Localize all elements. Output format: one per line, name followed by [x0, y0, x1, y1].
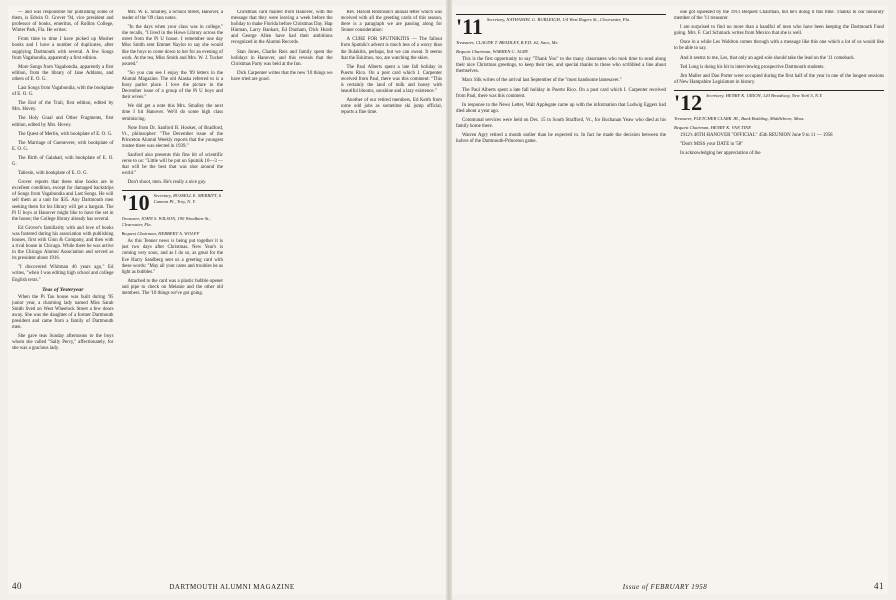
left-column-1: [12, 10, 114, 574]
paragraph: "In the days when your class was in college," she recalls, "I lived in the Howe Library across the street from the Pi U house. I remember one day Miss Smith sent Emmet Naylor to say she would like the boys to come down to her for an evening of work. At the tea, Miss Smith and Mrs. W. J. Tucker poured.": [121, 25, 223, 67]
paragraph: one got squeezed by the 1911 Bequest Chairman, but he's doing it this time. Thanks to our honorary member of the '11 treasurer.: [674, 10, 884, 22]
class-1910-header: [121, 190, 224, 216]
paragraph: Note from Dr. Sanford B. Hooker, of Bradford, Vt., philosopher: "The December issue of the Princeton Alumni Weekly reports that the youngest trustee there was elected in 1939.": [121, 125, 223, 149]
paragraph: From time to time I have picked up Mosher books and I have a number of duplicates, after supplying Dartmouth with several. A few Songs from Vagabondia, apparently a first edition.: [12, 37, 114, 61]
class-treasurer: Treasurer, CLAUDE T. BRADLEY, R.F.D. #2, Saco, Me.: [456, 40, 559, 45]
paragraph: She gave teas Sunday afternoons to the boys whom she called "Sally Percy," affectionately, for she was a gracious lady.: [12, 334, 114, 352]
paragraph: As this Tenner news is being put together it is just two days after Christmas. New Year's is coming very soon, and as I do so, as great for the Eve Harry Sandberg sent us a greeting card with these words: "May all your cares and troubles be as light as bubbles.": [121, 239, 223, 275]
right-column-2: [674, 10, 884, 574]
left-column-2: [122, 10, 224, 574]
class-bequest-chairman: Bequest Chairman, HERBERT A. WOLFF: [121, 230, 200, 236]
paragraph: Dick Carpenter writes that the new '10 things we have tried are good.: [231, 70, 333, 82]
class-bequest-chairman: Bequest Chairman, WARREN C. AGRY: [456, 48, 529, 54]
paragraph: The Marriage of Guenevere, with bookplate of E. O. G.: [12, 140, 114, 152]
paragraph: Marx Silk writes of the arrival last September of the "most handsome lamesaver.": [462, 78, 622, 84]
paragraph: "I discovered Whitman 46 years ago," Ed writes, "when I was editing high school and college English texts.": [12, 265, 114, 283]
class-secretary: Secretary, RUSSELL E. MERRITT, 6 Cannon Pl., Troy, N. Y.: [153, 193, 222, 205]
class-treasurer: Treasurer, JOHN S. WILSON, 190 Woodbine St., Clearwater, Fla.: [121, 216, 211, 228]
page-number: 41: [874, 581, 884, 591]
right-column-1: [456, 10, 666, 574]
class-year: '11: [456, 14, 483, 39]
paragraph: The Holy Graal and Other Fragments, first edition, edited by Mrs. Hovey.: [12, 116, 114, 128]
paragraph: — and was responsible for publishing some of them, is Edwin O. Grover '94, vice president and professor of books, emeritus, of Rollins College, Winter Park, Fla. He writes:: [12, 10, 114, 34]
right-footer: [456, 581, 884, 591]
paragraph: Don't shoot, men. He's really a nice guy.: [127, 180, 207, 186]
paragraph: This is the first opportunity to say "Thank You" to the many classmates who took time to send along their nice Christmas greetings, to keep their ties, and special thanks to those who scribbled a line about themselves.: [456, 57, 666, 75]
class-1912-header: [674, 90, 884, 113]
paragraph: Christmas card mailed from Hanover, with the message that they were leaving a week before the holiday to make Florida before Christmas Day. Hap Hinman, Larry Bankart, Ed Dunham, Dick Hursh and George Allen have had their ambitions recognized in the Alumni Records.: [231, 10, 333, 46]
left-column-3: [231, 10, 333, 574]
class-secretary: Secretary, NATHANIEL G. BURLEIGH, 1/4 West Rogers St., Clearwater, Fla.: [486, 17, 631, 22]
class-treasurer: Treasurer, FLETCHER CLARK JR., Bank Building, Middleboro, Mass.: [674, 115, 805, 121]
left-column-4: [341, 10, 443, 574]
left-footer: [12, 581, 442, 591]
paragraph: "So you can see I enjoy the '09 letters in the Alumni Magazine. The old Alaska referred to is a fussy parlor place. I love the picture in the December issue of a group of the Pi U boys and their wives.": [121, 70, 223, 101]
paragraph: Sanford also presents this fine bit of scientific verse to us: "Little will be put on Sputnik 10—3 — that will be the best that was shot around the world.": [121, 152, 223, 177]
paragraph: The Paul Alberts spent a late fall holiday in Puerto Rico. On a post card which I. Carpenter received from Paul, there was this comment: "This is certainly the land of milk and honey with beautiful blooms, sunshine and a lazy existence.": [340, 64, 442, 95]
paragraph: Attached to the card was a plastic bubble opener and pipe to check on Melanie and the other old members. The '10 things we've got going.: [121, 278, 223, 296]
paragraph: Jim Maller and Dan Porter were occupied during the first half of the year in one of the longest sessions of New Hampshire Legislature in history.: [674, 73, 884, 85]
paragraph: Rev. Harold Robinson's annual letter which was received with all the greeting cards of this season, there is a paragraph we are passing along for Tenner consideration:: [340, 10, 442, 34]
page-number: 40: [12, 581, 22, 591]
left-page: [8, 6, 446, 594]
paragraph: The Quest of Merlin, with bookplate of E. O. G.: [18, 131, 113, 137]
paragraph: The Birth of Galahad, with bookplate of E. O. G.: [12, 155, 114, 167]
paragraph: Mrs. W. E. Smalley, a School Street, Hanover, a reader of the '09 class notes.: [121, 10, 223, 22]
paragraph: Warren Agry retired a month earlier than he expected to. In fact he made the decision between the halves of the Dartmouth-Princeton game.: [456, 133, 666, 145]
paragraph: A CURE FOR SPUTNIKITIS — The fallout from Sputnik's advent is much less of a worry than the Ilulakitis, perhaps, but we can sweat. It seems that the Eskimos, too, are watching the skies.: [340, 37, 442, 61]
paragraph: Grover reports that these nine books are in excellent condition, except for damaged backstrips of Songs from Vagabondia and Last Songs. He will sell them as a unit for $35. Any Dartmouth men seeking them for his library will get a bargain. The Pi U boys at Hanover might like to have the set in the house; the College library already has several.: [12, 180, 114, 222]
paragraph: "Don't MISS your DATE in '58": [680, 142, 744, 148]
paragraph: When the Pi Tau house was built during '95 junior year, a charming lady named Miss Sarah Smith lived on West Wheelock Street a few doors away. She was the daughter of a former Dartmouth president and came from a family of Dartmouth men.: [12, 294, 114, 331]
paragraph: Taliesin, with bookplate of E. O. G.: [18, 171, 88, 177]
paragraph: The End of the Trail, first edition, edited by Mrs. Hovey.: [12, 101, 114, 113]
paragraph: Once in a while Les Waldron comes through with a message like this one which a lot of us would like to be able to say.: [674, 40, 884, 52]
class-bequest-chairman: Bequest Chairman, HENRY K. VAN TINE: [674, 124, 752, 130]
class-year: '12: [674, 89, 703, 115]
paragraph: In response to the News Letter, Walt Applegate came up with the information that Ludwig Eggers had died about a year ago.: [456, 102, 666, 114]
paragraph: Ed Grover's familiarity with and love of books was fostered during his association with publishing houses, first with Ginn & Company, and then with a rival house in Chicago. While there he was active in the Chicago Alumni Association and served as its president about 1916.: [12, 225, 114, 262]
paragraph: Communal services were held on Dec. 15 in South Strafford, Vt., for Buchanan Yeaw who died at his family home there.: [456, 117, 666, 130]
paragraph: Last Songs from Vagabondia, with the bookplate of E. O. G.: [12, 86, 114, 98]
paragraph: And it seems to me, Les, that only an aged sole should take the lead on the '11 comeback.: [680, 55, 855, 61]
paragraph: Stan Jones, Charlie Reis and family spent the holidays in Hanover, and this reveals that the Christmas Party was held at the Inn.: [231, 49, 333, 67]
paragraph: Another of our retired members, Ed Keith from some odd jobs as sometime ski jump official, reports a fine time.: [340, 98, 442, 116]
paragraph: In acknowledging her appreciation of the: [680, 151, 761, 157]
class-1911-header: [456, 14, 666, 37]
paragraph: More Songs from Vagabondia, apparently a first edition, from the library of Jane Addams, and others of E. O. G.: [12, 64, 114, 82]
right-page: [452, 6, 888, 594]
class-secretary: Secretary, HENRY K. URION, 120 Broadway, New York 5, N.Y.: [706, 92, 823, 98]
paragraph: 1912's 46TH HANOVER "OFFICIAL" 45th REUNION June 9 to 11 — 1958: [680, 133, 833, 139]
paragraph: I am surprised to find no more than a handful of men who have been keeping the Dartmouth Fund going. Mrs. F. Carl Schmuck writes from Mexico that she is well.: [674, 25, 884, 37]
issue-date: Issue of FEBRUARY 1958: [622, 583, 708, 591]
paragraph: The Paul Alberts spent a late fall holiday in Puerto Rico. On a post card which I. Carpenter received from Paul, there was this comment.: [456, 87, 666, 99]
paragraph: Ted Long is doing his bit in interviewing prospective Dartmouth students.: [680, 64, 825, 70]
class-year: '10: [121, 190, 150, 216]
section-heading: Teas of Yesteryear: [42, 286, 84, 293]
paragraph: We did get a note this Mrs. Smalley the next time I hit Hanover. We'll do some high class reminiscing.: [121, 104, 223, 122]
magazine-title: DARTMOUTH ALUMNI MAGAZINE: [169, 583, 295, 591]
